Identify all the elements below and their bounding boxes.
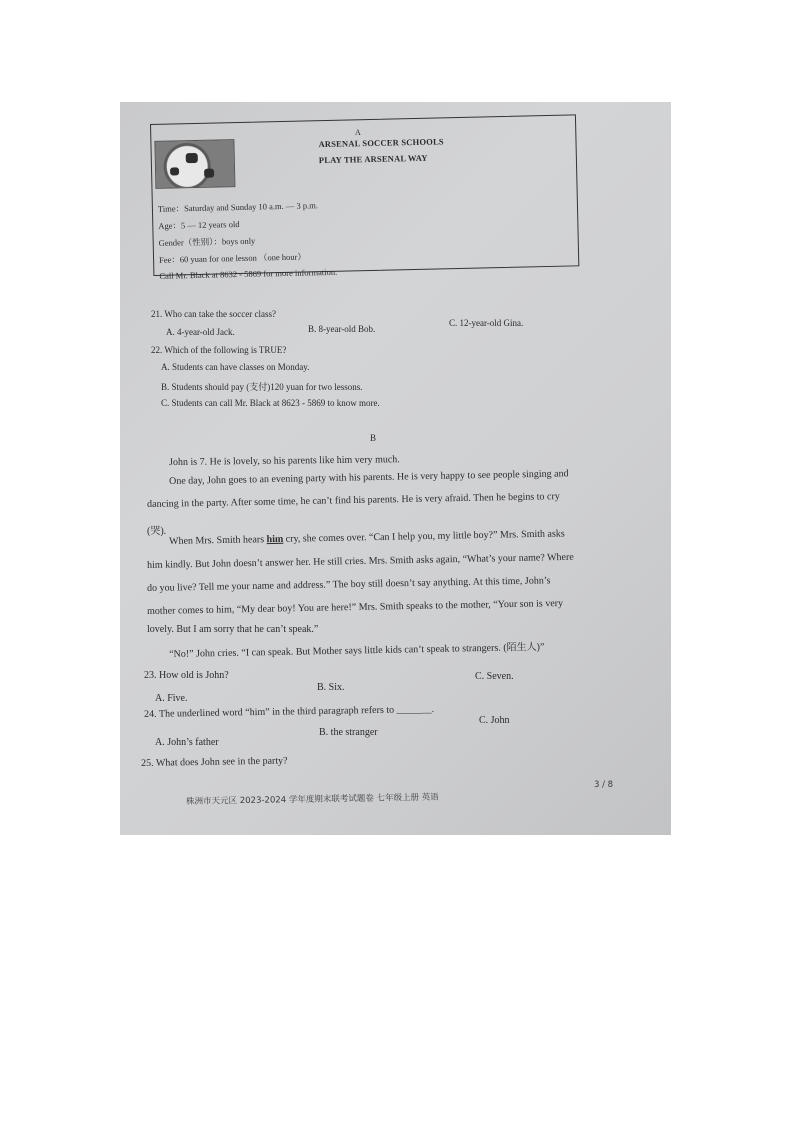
passage-p1: John is 7. He is lovely, so his parents like him very much. [169,454,400,468]
q21-option-c: C. 12-year-old Gina. [449,318,524,328]
ad-fee: Fee：60 yuan for one lesson （one hour） [158,251,307,265]
soccer-ball-image [154,139,235,189]
exam-page-photo [120,102,671,835]
q25-stem: 25. What does John see in the party? [141,755,288,769]
passage-p3-line1: When Mrs. Smith hears him cry, she comes over. “Can I help you, my little boy?” Mrs. Smith asks [169,528,565,547]
section-b-label: B [370,433,377,443]
q24-option-c: C. John [479,715,510,726]
ad-title: ARSENAL SOCCER SCHOOLS [318,136,444,150]
ad-subtitle: PLAY THE ARSENAL WAY [318,152,428,166]
q21-stem: 21. Who can take the soccer class? [151,309,277,319]
passage-p2-line1: One day, John goes to an evening party with his parents. He is very happy to see people singing and [169,468,569,487]
passage-p2-line3: (哭). [147,526,167,537]
q24-option-b: B. the stranger [319,727,378,738]
q23-option-a: A. Five. [155,693,188,704]
q22-stem: 22. Which of the following is TRUE? [151,345,287,355]
passage-p4: “No!” John cries. “I can speak. But Mother says little kids can’t speak to strangers. (陌生人)” [169,641,545,660]
q24-stem: 24. The underlined word “him” in the third paragraph refers to _______. [144,703,435,720]
soccer-school-ad [150,114,579,281]
section-a-label: A [355,128,361,137]
passage-p3-line4: mother comes to him, “My dear boy! You are here!” Mrs. Smith speaks to the mother, “Your son is very [147,598,564,617]
q23-option-b: B. Six. [317,682,345,693]
page-number: 3 / 8 [594,780,614,790]
passage-p3-line2: him kindly. But John doesn’t answer her. He still cries. Mrs. Smith asks again, “What’s your name? Where [147,551,574,571]
q22-option-a: A. Students can have classes on Monday. [161,362,310,372]
q22-option-b: B. Students should pay (支付)120 yuan for two lessons. [161,382,363,392]
q23-option-c: C. Seven. [475,671,514,682]
q22-option-c: C. Students can call Mr. Black at 8623 - 5869 to know more. [161,398,380,408]
underlined-word-him: him [266,533,284,546]
q24-option-a: A. John’s father [155,737,219,748]
q23-stem: 23. How old is John? [144,670,229,681]
exam-footer: 株洲市天元区 2023-2024 学年度期末联考试题卷 七年级上册 英语 [186,792,439,807]
ad-contact: Call Mr. Black at 8632 - 5869 for more information. [159,266,338,281]
passage-p3-line5: lovely. But I am sorry that he can’t speak.” [147,624,319,635]
passage-p3-line3: do you live? Tell me your name and address.” The boy still doesn’t say anything. At this time, John’s [147,575,551,594]
q21-option-b: B. 8-year-old Bob. [308,324,376,334]
passage-p2-line2: dancing in the party. After some time, he can’t find his parents. He is very afraid. Then he begins to cry [147,491,560,510]
ad-gender: Gender（性别）：boys only [158,235,256,248]
ad-time: Time：Saturday and Sunday 10 a.m. — 3 p.m. [157,200,318,214]
ad-age: Age：5 — 12 years old [158,218,240,231]
q21-option-a: A. 4-year-old Jack. [166,327,235,337]
